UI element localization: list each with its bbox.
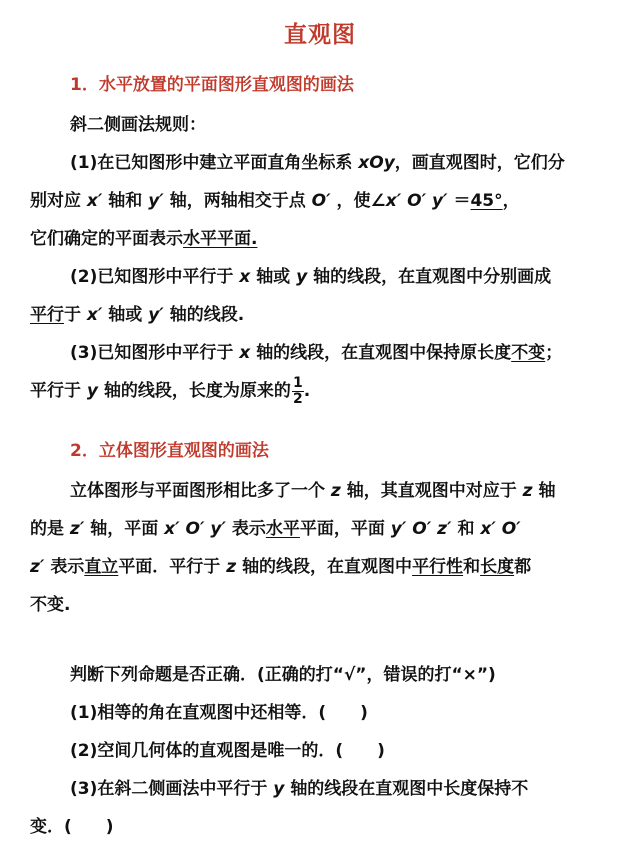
rule-2-line-2: 平行于 x′ 轴或 y′ 轴的线段.: [30, 305, 245, 325]
rule-1-line-2: 别对应 x′ 轴和 y′ 轴，两轴相交于点 O′ ，使∠x′ O′ y′ ＝45°，: [30, 191, 520, 211]
quiz-item-3-line-2: 变．( ): [30, 817, 114, 837]
underlined-term: 水平平面.: [183, 229, 258, 249]
quiz-intro: 判断下列命题是否正确．(正确的打“√”，错误的打“×”): [70, 665, 496, 685]
quiz-item-3-line-1: (3)在斜二侧画法中平行于 y 轴的线段在直观图中长度保持不: [70, 779, 529, 799]
section-2-line-2: 的是 z′ 轴，平面 x′ O′ y′ 表示水平平面，平面 y′ O′ z′ 和 x′ O′: [30, 519, 521, 539]
quiz-item-1: (1)相等的角在直观图中还相等．( ): [70, 703, 368, 723]
rule-3-line-2: 平行于 y 轴的线段，长度为原来的 $\frac{1}{2}$ .: [30, 375, 311, 407]
rule-3-line-1: (3)已知图形中平行于 x 轴的线段，在直观图中保持原长度不变；: [70, 343, 563, 363]
rules-label: 斜二侧画法规则：: [70, 115, 206, 135]
section-2-line-3: z′ 表示直立平面．平行于 z 轴的线段，在直观图中平行性和长度都: [30, 557, 532, 577]
page-title: 直观图: [284, 22, 356, 48]
section-2-line-1: 立体图形与平面图形相比多了一个 z 轴，其直观图中对应于 z 轴: [70, 481, 556, 501]
section-2-heading: 2．立体图形直观图的画法: [70, 441, 269, 461]
section-1-heading: 1．水平放置的平面图形直观图的画法: [70, 75, 354, 95]
quiz-item-2: (2)空间几何体的直观图是唯一的．( ): [70, 741, 385, 761]
rule-1-line-3: 它们确定的平面表示水平平面.: [30, 229, 258, 249]
rule-2-line-1: (2)已知图形中平行于 x 轴或 y 轴的线段，在直观图中分别画成: [70, 267, 552, 287]
section-2-line-4: 不变.: [30, 595, 71, 615]
rule-1-line-1: (1)在已知图形中建立平面直角坐标系 xOy，画直观图时，它们分: [70, 153, 565, 173]
fraction-one-half: $\frac{1}{2}$: [292, 375, 303, 407]
